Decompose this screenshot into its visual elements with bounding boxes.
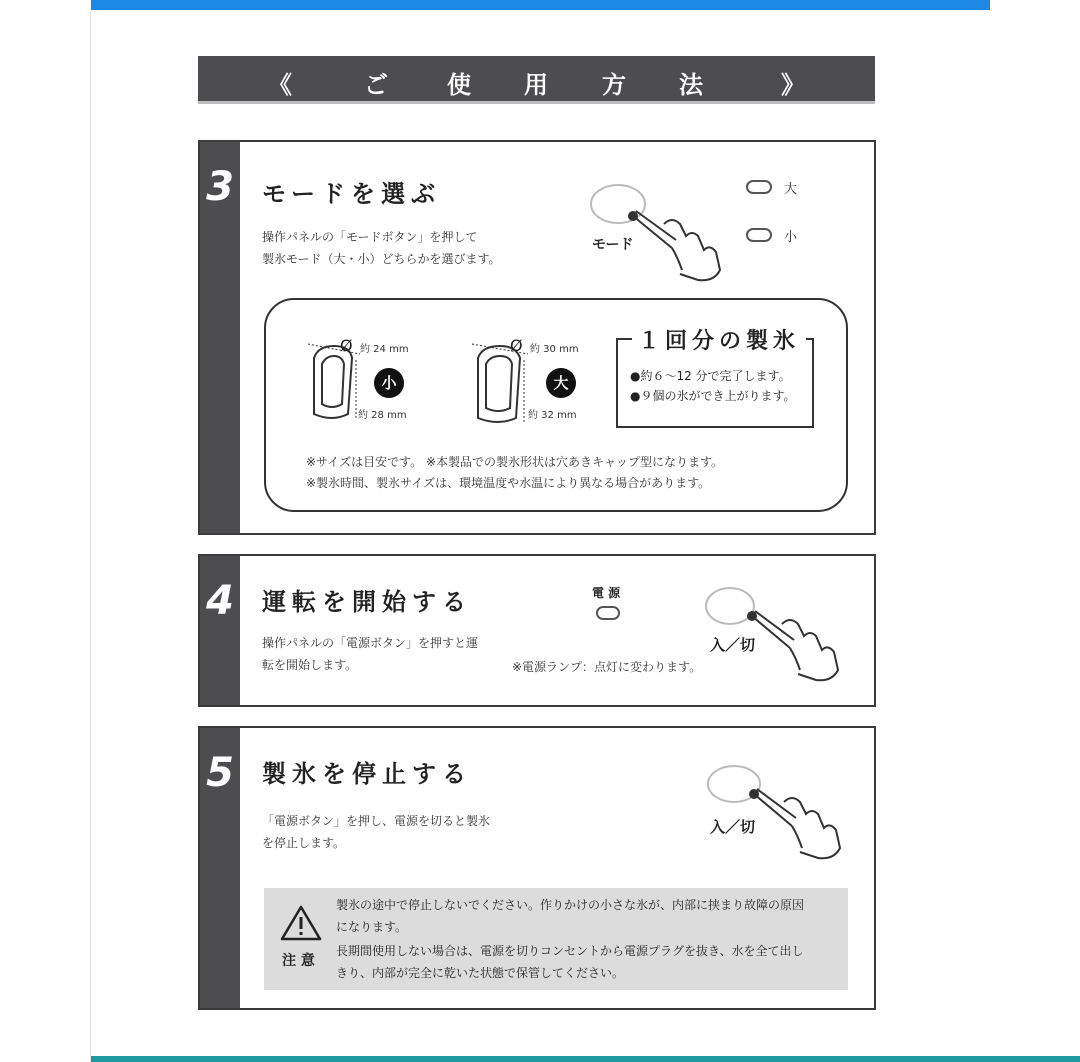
step-description [262,632,478,676]
power-lamp-note: ※電源ランプ：点灯に変わります。 [512,660,702,674]
batch-lines [630,366,796,406]
desc-line: 製氷モード（大・小）どちらかを選びます。 [262,252,501,266]
power-lamp [596,606,620,620]
power-button-label: 入／切 [710,636,756,654]
large-ice-cup-illustration [464,330,536,428]
title-bracket-close: 》 [781,71,805,99]
caution-line: きり、内部が完全に乾いた状態で保管してください。 [336,966,625,980]
step-number: 4 [206,578,234,624]
step-heading: 製氷を停止する [262,760,472,788]
power-button-label: 入／切 [710,818,756,836]
hand-outline [752,611,838,680]
step-description [262,226,501,270]
title-char: 使 [447,71,471,99]
diameter-icon: Ø [340,336,353,355]
batch-line: ●約６～12 分で完了します。 [630,369,791,383]
ice-size-info-box [264,298,848,512]
desc-line: 「電源ボタン」を押し、電源を切ると製氷 [262,814,491,828]
title-char: 方 [602,71,626,99]
page-bottom-rule [91,1056,1080,1062]
top-accent-bar [91,0,990,10]
mode-large-lamp [746,180,772,194]
mode-button-hand-illustration [580,178,730,288]
hand-outline [754,789,840,858]
power-lamp-label: 電 源 [592,586,621,600]
caution-line: になります。 [336,920,408,934]
large-ice-badge: 大 [546,368,576,398]
desc-line: 転を開始します。 [262,658,358,672]
step5-panel [198,726,876,1010]
small-ice-diameter: 約 24 mm [360,344,409,355]
large-ice-height: 約 32 mm [528,410,577,421]
mode-small-lamp [746,228,772,242]
title-char: 法 [679,71,703,99]
size-notes [306,452,723,494]
large-ice-diameter: 約 30 mm [530,344,579,355]
step-number: 5 [206,750,234,796]
small-ice-height: 約 28 mm [358,410,407,421]
desc-line: 操作パネルの「モードボタン」を押して [262,230,478,244]
caution-text-1 [336,894,804,938]
caution-box [264,888,848,990]
step-heading: 運転を開始する [262,588,472,616]
warning-triangle-icon [280,904,322,942]
caution-label: 注 意 [282,953,315,969]
mode-button-label: モード [592,237,634,253]
caution-line: 製氷の途中で停止しないでください。作りかけの小さな氷が、内部に挟まり故障の原因 [336,898,805,912]
power-button-circle [706,588,754,624]
batch-title: １回分の製氷 [632,324,806,355]
mode-large-label: 大 [784,182,798,197]
step-number: 3 [206,164,234,210]
title-char: 用 [524,71,548,99]
caution-line: 長期間使用しない場合は、電源を切りコンセントから電源プラグを抜き、水を全て出し [336,944,804,958]
batch-line: ●９個の氷ができ上がります。 [630,389,796,403]
small-ice-badge: 小 [374,368,404,398]
step-description [262,810,490,854]
step3-panel [198,140,876,535]
page-left-rule [90,10,91,1062]
title-bracket-open: 《 [268,71,292,99]
step4-panel [198,554,876,707]
hand-outline [633,211,720,280]
desc-line: 操作パネルの「電源ボタン」を押すと運 [262,636,479,650]
desc-line: を停止します。 [262,836,346,850]
note-line: ※サイズは目安です。 ※本製品での製氷形状は穴あきキャップ型になります。 [306,455,724,469]
step-heading: モードを選ぶ [262,180,442,208]
note-line: ※製氷時間、製氷サイズは、環境温度や水温により異なる場合があります。 [306,476,711,490]
usage-title-bar [198,56,875,104]
title-char: ご [364,71,388,99]
diameter-icon: Ø [510,336,523,355]
caution-text-2 [336,940,804,984]
power-button-hand-illustration [700,758,850,868]
mode-small-label: 小 [784,230,798,245]
